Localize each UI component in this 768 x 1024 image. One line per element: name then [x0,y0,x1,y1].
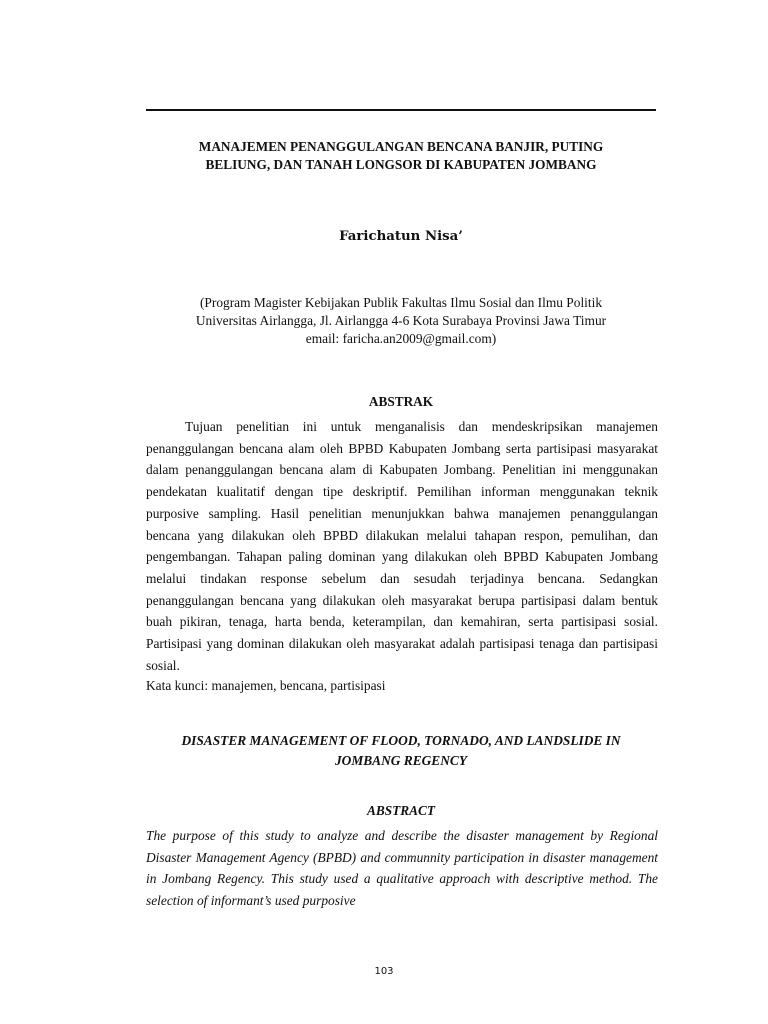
title-line-2: BELIUNG, DAN TANAH LONGSOR DI KABUPATEN JOMBANG [205,157,597,172]
english-title-line-2: JOMBANG REGENCY [334,753,468,768]
abstract-text: The purpose of this study to analyze and describe the disaster management by Regional Disaster Management Agency (BPBD) and communnity participation in disaster management in Jombang Regency. This study used a qualitative approach with descriptive method. The selection of informant’s used purposive [146,828,658,908]
page-number: 103 [374,966,394,977]
top-horizontal-rule [146,109,656,111]
keywords-line: Kata kunci: manajemen, bencana, partisipasi [146,678,386,693]
english-title-line-1: DISASTER MANAGEMENT OF FLOOD, TORNADO, AND LANDSLIDE IN [181,733,621,748]
affiliation-line-1: (Program Magister Kebijakan Publik Fakultas Ilmu Sosial dan Ilmu Politik [199,295,603,310]
abstract-heading: ABSTRACT [367,803,435,818]
author-name: Farichatun Nisa’ [339,229,463,244]
abstract-paragraph [146,825,658,911]
paper-title [146,138,656,174]
title-line-1: MANAJEMEN PENANGGULANGAN BENCANA BANJIR, PUTING [198,139,604,154]
affiliation-email-line: email: faricha.an2009@gmail.com) [305,331,497,346]
abstrak-text: Tujuan penelitian ini untuk menganalisis dan mendeskripsikan manajemen penanggulangan bencana alam oleh BPBD Kabupaten Jombang serta partisipasi masyarakat dalam penanggulangan bencana alam di Kabupaten Jombang. Penelitian ini menggunakan pendekatan kualitatif dengan tipe deskriptif. Pemilihan informan menggunakan teknik purposive sampling. Hasil penelitian menunjukkan bahwa manajemen penanggulangan bencana yang dilakukan oleh BPBD dilakukan melalui tahapan respon, pemulihan, dan pengembangan. Tahapan paling dominan yang dilakukan oleh BPBD Kabupaten Jombang melalui tindakan response sebelum dan sesudah terjadinya bencana. Sedangkan penanggulangan bencana yang dilakukan oleh masyarakat berupa partisipasi dalam bentuk buah pikiran, tenaga, harta benda, keterampilan, dan kemahiran, serta partisipasi sosial. Partisipasi yang dominan dilakukan oleh masyarakat adalah partisipasi tenaga dan partisipasi sosial. [146,419,658,673]
english-title [146,731,656,771]
author-affiliation [146,294,656,348]
affiliation-line-2: Universitas Airlangga, Jl. Airlangga 4-6 Kota Surabaya Provinsi Jawa Timur [195,313,607,328]
abstrak-paragraph [146,416,658,676]
abstrak-heading: ABSTRAK [368,394,434,409]
